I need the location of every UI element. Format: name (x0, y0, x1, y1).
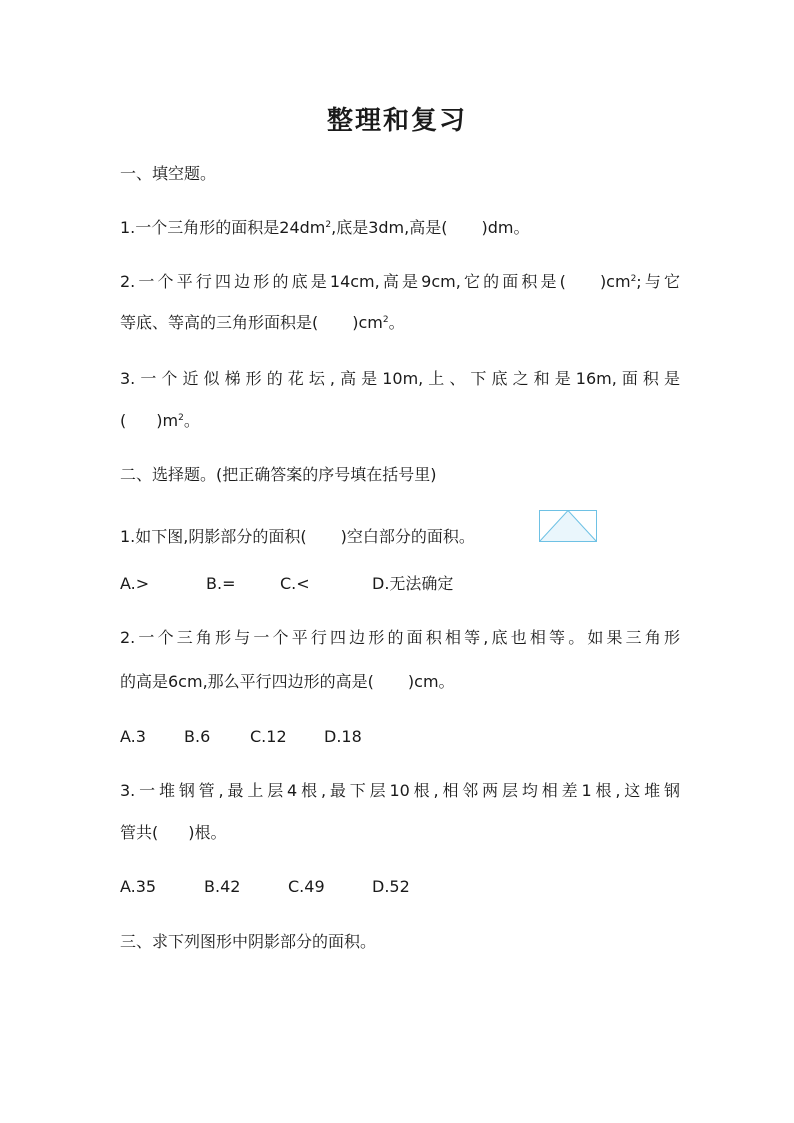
option-a[interactable]: A.35 (120, 877, 157, 896)
superscript: 2 (630, 274, 637, 284)
question-text: 2.一个平行四边形的底是14cm,高是9cm,它的面积是( (120, 272, 566, 291)
question-text: ,底是3dm,高是( (331, 218, 448, 237)
question-1-3-line-1: 3.一个近似梯形的花坛,高是10m,上、下底之和是16m,面积是 (120, 369, 680, 388)
question-text: 1.一个三角形的面积是24dm (120, 218, 326, 237)
question-1-3-line-2 (120, 411, 680, 431)
question-text: )空白部分的面积。 (340, 527, 475, 546)
question-text: )根。 (188, 823, 227, 842)
question-2-3-line-2 (120, 823, 680, 843)
question-2-2-line-2 (120, 672, 680, 692)
option-a[interactable]: A.3 (120, 727, 146, 746)
option-a[interactable]: A.> (120, 574, 150, 593)
option-b[interactable]: B.6 (184, 727, 211, 746)
question-text: )cm。 (407, 672, 455, 691)
question-1-1 (120, 218, 680, 238)
question-text: 管共( (120, 823, 159, 842)
question-1-2-line-1 (120, 272, 680, 292)
question-2-3-options (120, 877, 680, 897)
question-text: 。 (388, 313, 405, 332)
option-c[interactable]: C.49 (288, 877, 325, 896)
superscript: 2 (325, 220, 332, 230)
option-d[interactable]: D.52 (372, 877, 410, 896)
question-text: )m (156, 411, 179, 430)
section-1-heading: 一、填空题。 (120, 164, 217, 183)
question-text: )cm (352, 313, 383, 332)
option-b[interactable]: B.42 (204, 877, 241, 896)
question-text: ;与它 (636, 272, 680, 291)
question-2-1-options (120, 574, 680, 594)
page-title: 整理和复习 (326, 106, 467, 136)
option-c[interactable]: C.12 (250, 727, 287, 746)
superscript: 2 (178, 413, 184, 423)
option-d[interactable]: D.无法确定 (372, 574, 454, 593)
option-b[interactable]: B.= (206, 574, 236, 593)
shaded-triangle-figure (539, 510, 597, 542)
question-text: 。 (183, 411, 200, 430)
question-2-2-options (120, 727, 680, 747)
question-text: 等底、等高的三角形面积是( (120, 313, 319, 332)
question-text: ( (120, 411, 127, 430)
question-2-3-line-1: 3.一堆钢管,最上层4根,最下层10根,相邻两层均相差1根,这堆钢 (120, 781, 680, 800)
question-text: 的高是6cm,那么平行四边形的高是( (120, 672, 374, 691)
question-2-2-line-1: 2.一个三角形与一个平行四边形的面积相等,底也相等。如果三角形 (120, 628, 680, 647)
superscript: 2 (382, 315, 389, 325)
question-1-2-line-2 (120, 313, 680, 333)
section-3-heading: 三、求下列图形中阴影部分的面积。 (120, 932, 377, 951)
question-text: )dm。 (481, 218, 530, 237)
question-text: 1.如下图,阴影部分的面积( (120, 527, 307, 546)
option-c[interactable]: C.< (280, 574, 310, 593)
question-text: )cm (599, 272, 631, 291)
section-2-heading: 二、选择题。(把正确答案的序号填在括号里) (120, 465, 437, 484)
option-d[interactable]: D.18 (324, 727, 362, 746)
